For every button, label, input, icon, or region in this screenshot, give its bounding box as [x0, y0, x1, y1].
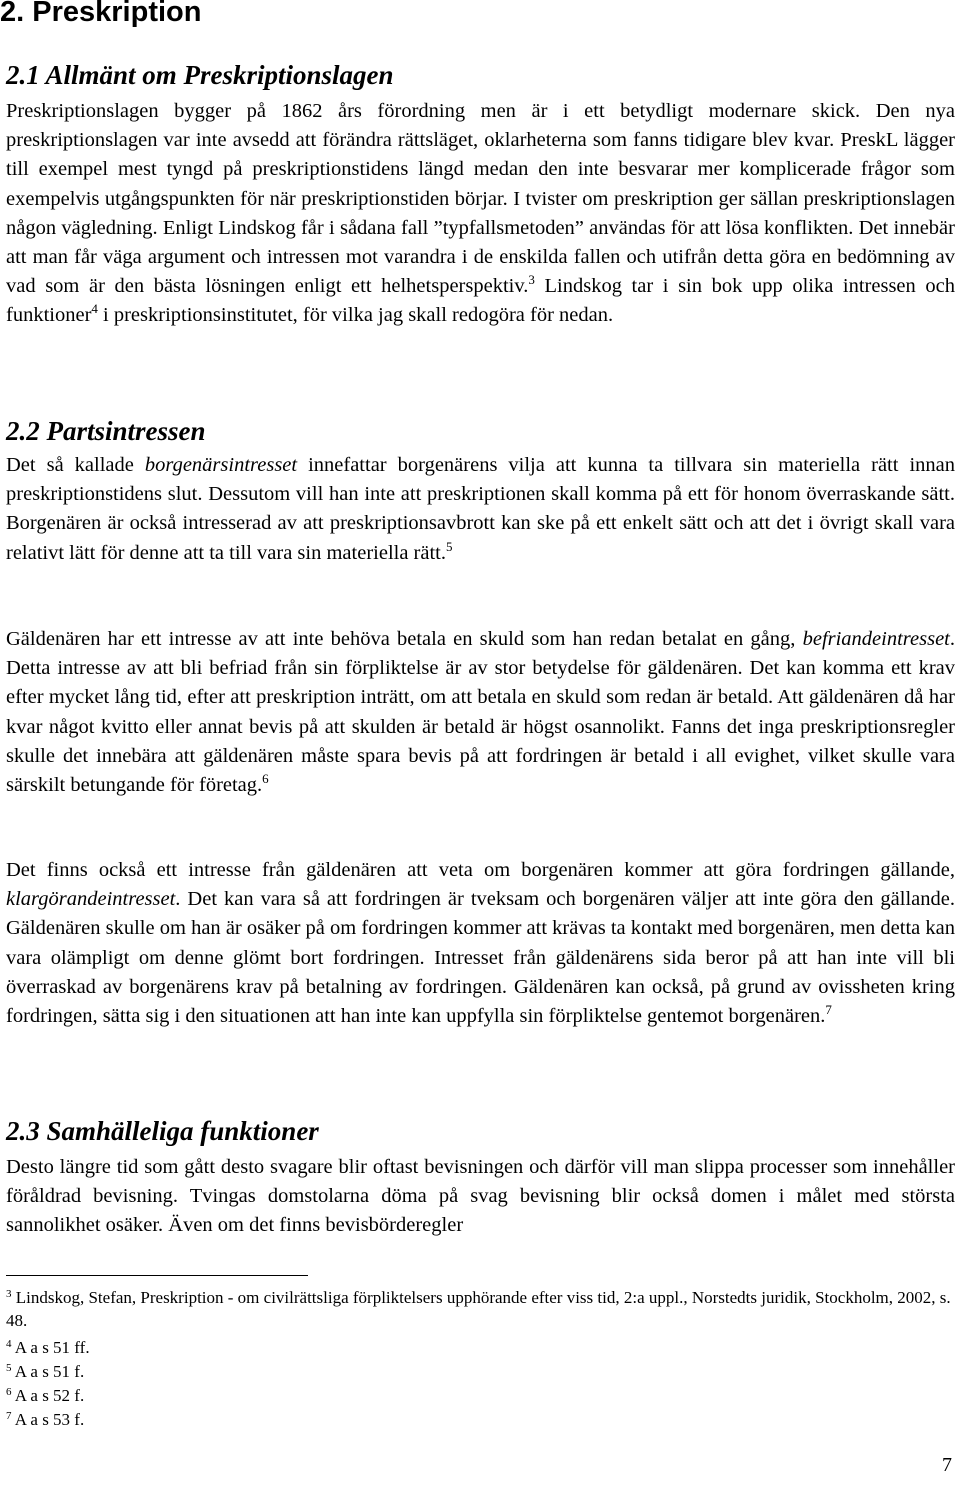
term-klargorandeintresset: klargörandeintresset	[6, 888, 176, 911]
paragraph-borgenarsintresset: Det så kallade borgenärsintresset innefattar borgenärens vilja att kunna ta tillvara sin materiella rätt innan preskriptionstidens slut. Dessutom vill han inte att preskriptionen skall komma på ett för honom överraskande sätt. Borgenären är också intresserad av att preskriptionsavbrott kan ske på ett enkelt sätt och att det i övrigt skall vara relativt lätt för denne att ta till vara sin materiella rätt.$^5$	[6, 454, 955, 564]
page-number: 7	[942, 1454, 952, 1476]
chapter-title: 2. Preskription	[0, 0, 202, 28]
footnote-ref-6[interactable]: 6	[262, 771, 269, 787]
paragraph-allmant: Preskriptionslagen bygger på 1862 års förordning men är i ett betydligt modernare skick. Den nya preskriptionslagen var inte avsedd att förändra rättsläget, oklarheterna som fanns tidigare blev kvar. PreskL lägger till exempel mest tyngd på preskriptionstidens längd medan den inte besvarar mer komplicerade frågor som exempelvis utgångspunkten för när preskriptionstiden börjar. I tvister om preskription ger sällan preskriptionslagen någon vägledning. Enligt Lindskog får i sådana fall ”typfallsmetoden” användas för att lösa konflikten. Det innebär att man får väga argument och intressen mot varandra i de enskilda fallen och utifrån detta göra en bedömning av vad som är den bästa lösningen enligt ett helhetsperspektiv.$^3$ Lindskog tar i sin bok upp olika intressen och funktioner$^4$ i preskriptionsinstitutet, för vilka jag skall redogöra för nedan.	[6, 100, 955, 327]
footnote-ref-4[interactable]: 4	[91, 301, 98, 317]
footnote-4: $^4$ A a s 51 ff.	[6, 1338, 90, 1357]
section-heading-2-3: 2.3 Samhälleliga funktioner	[6, 1116, 319, 1146]
footnote-ref-5[interactable]: 5	[446, 538, 453, 554]
footnote-ref-7[interactable]: 7	[825, 1002, 832, 1018]
term-befriandeintresset: befriandeintresset	[802, 628, 950, 650]
paragraph-befriandeintresset: Gäldenären har ett intresse av att inte behöva betala en skuld som han redan betalat en gång, befriandeintresset. Detta intresse av att bli befriad från sin förpliktelse är av stor betydelse för gäldenären. Det kan komma ett krav efter mycket lång tid, efter att preskription inträtt, om att betala en skuld som redan är betald. Att gäldenären då har kvar något kvitto eller annat bevis på att skulden är betald är högst osannolikt. Fanns det inga preskriptionsregler skulle det innebära att gäldenären måste spara bevis på att fordringen är betald i all evighet, vilket skulle vara särskilt betungande för företag.$^6$	[6, 628, 955, 797]
paragraph-klargorandeintresset: Det finns också ett intresse från gäldenären att veta om borgenären kommer att göra fordringen gällande, klargörandeintresset. Det kan vara så att fordringen är tveksam och borgenären väljer att inte göra den gällande. Gäldenären skulle om han är osäker på om fordringen kommer att krävas ta kontakt med borgenären, men detta kan vara olämpligt om denne glömt bort fordringen. Intresset från gäldenärens sida beror på att han inte vill bli överraskad av borgenärens krav på betalning av fordringen. Gäldenären kan också, på grund av ovissheten kring fordringen, sätta sig i den situationen att han inte kan uppfylla sin förpliktelse gentemot borgenären.$^7$	[6, 859, 955, 1028]
section-heading-2-2: 2.2 Partsintressen	[6, 416, 206, 446]
paragraph-samhalleliga: Desto längre tid som gått desto svagare blir oftast bevisningen och därför vill man slippa processer som innehåller föråldrad bevisning. Tvingas domstolarna döma på svag bevisning blir också domen i målet med största sannolikhet osäker. Även om det finns bevisbörderegler	[6, 1156, 955, 1237]
footnote-separator	[6, 1275, 308, 1276]
footnote-ref-3[interactable]: 3	[528, 272, 535, 288]
footnote-6: $^6$ A a s 52 f.	[6, 1386, 85, 1405]
section-heading-2-1: 2.1 Allmänt om Preskriptionslagen	[6, 60, 394, 90]
term-borgenarsintresset: borgenärsintresset	[144, 454, 298, 476]
footnote-5: $^5$ A a s 51 f.	[6, 1362, 85, 1381]
footnote-7: $^7$ A a s 53 f.	[6, 1410, 85, 1429]
footnote-3: $^3$ Lindskog, Stefan, Preskription - om civilrättsliga förpliktelsers upphörande efter viss tid, 2:a uppl., Norstedts juridik, Stockholm, 2002, s. 48.	[6, 1288, 951, 1330]
